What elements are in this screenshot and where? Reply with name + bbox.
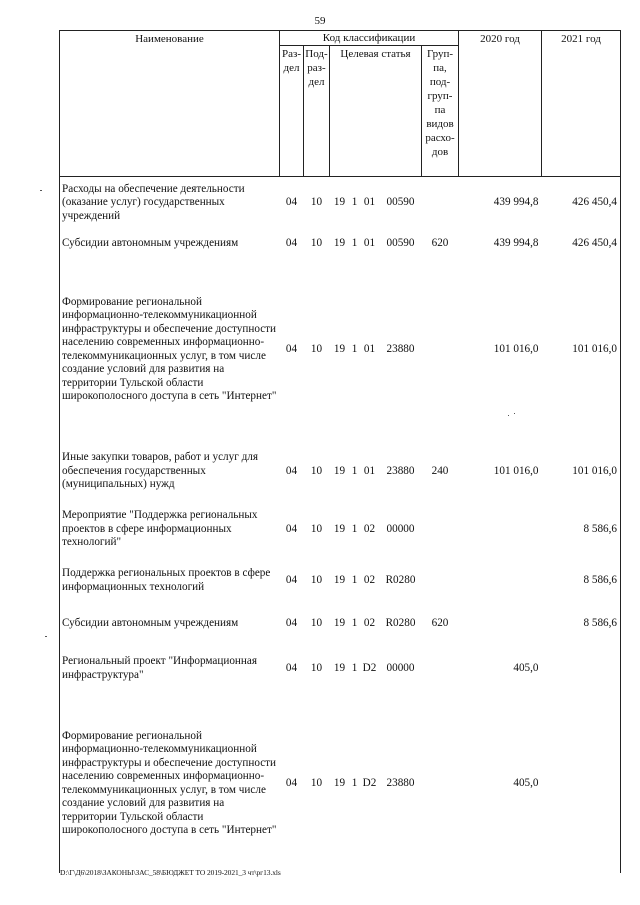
row-expense-type xyxy=(422,503,459,557)
header-section xyxy=(280,46,304,177)
row-value-2021 xyxy=(542,643,621,695)
row-target-subprogram: 1 xyxy=(351,573,358,586)
row-target-subprogram: 1 xyxy=(351,522,358,535)
row-target-program: 19 xyxy=(333,196,346,208)
row-name: Региональный проект "Информационная инфраструктура" xyxy=(60,643,280,695)
table-row xyxy=(60,259,621,441)
table-row xyxy=(60,441,621,503)
row-target-direction: 23880 xyxy=(386,776,415,789)
row-subsection: 10 xyxy=(310,776,323,789)
header-code-group: Код классификации xyxy=(280,31,459,46)
row-target-event: 02 xyxy=(363,522,376,535)
row-section: 04 xyxy=(285,464,298,477)
row-target-subprogram: 1 xyxy=(351,236,358,249)
row-target-event: 02 xyxy=(363,616,376,629)
row-target-subprogram: 1 xyxy=(351,464,358,477)
row-value-2020 xyxy=(459,605,542,643)
header-expense-type-label: Груп-па, под-груп-па видов расхо-дов xyxy=(425,48,455,158)
row-expense-type xyxy=(422,695,459,873)
row-target-program: 19 xyxy=(333,464,346,477)
row-target-program: 19 xyxy=(333,522,346,535)
row-expense-type: 620 xyxy=(431,236,449,249)
row-subsection: 10 xyxy=(310,522,323,535)
row-target-program: 19 xyxy=(333,616,346,629)
row-name: Формирование региональной информационно-телекоммуникационной инфраструктуры и обеспечение доступности населению современных информационно-телекоммуникационных услуг, в том числе создание условий для развития на территории Тульской области широкополосного доступа в сеть "Интернет" xyxy=(60,695,280,873)
row-subsection: 10 xyxy=(310,616,323,629)
row-value-2021: 426 450,4 xyxy=(542,177,621,229)
table-row xyxy=(60,177,621,229)
row-value-2021: 8 586,6 xyxy=(542,557,621,605)
row-target-subprogram: 1 xyxy=(351,776,358,789)
row-name: Расходы на обеспечение деятельности (оказание услуг) государственных учреждений xyxy=(60,177,280,229)
row-target-direction: 00590 xyxy=(386,236,415,249)
table-row xyxy=(60,503,621,557)
table-row xyxy=(60,229,621,259)
row-value-2021: 426 450,4 xyxy=(542,229,621,259)
header-section-label: Раз-дел xyxy=(281,48,301,74)
table-row xyxy=(60,643,621,695)
row-target-event: 01 xyxy=(363,342,376,355)
header-year-2021: 2021 год xyxy=(542,31,621,177)
budget-table xyxy=(59,30,621,873)
row-target-direction: 00590 xyxy=(386,196,415,208)
row-target-event: 01 xyxy=(363,236,376,249)
row-target-program: 19 xyxy=(333,776,346,789)
header-year-2020: 2020 год xyxy=(459,31,542,177)
row-target-event: D2 xyxy=(362,776,377,789)
row-subsection: 10 xyxy=(310,342,323,355)
scan-speck xyxy=(40,190,42,191)
row-target-direction: 23880 xyxy=(386,464,415,477)
row-target-direction: R0280 xyxy=(385,573,416,586)
row-value-2020: 439 994,8 xyxy=(493,236,539,249)
row-expense-type xyxy=(422,259,459,441)
row-target-direction: R0280 xyxy=(385,616,416,629)
row-target-subprogram: 1 xyxy=(351,616,358,629)
row-expense-type xyxy=(422,177,459,229)
row-subsection: 10 xyxy=(310,464,323,477)
page-number: 59 xyxy=(314,15,326,27)
row-target-direction: 00000 xyxy=(386,522,415,535)
row-section: 04 xyxy=(285,342,298,355)
row-value-2020: 405,0 xyxy=(513,776,539,789)
file-path-footer: D:\Г\Д6\2018\ЗАКОНЫ\ЗАС_58\БЮДЖЕТ ТО 2019-2021_3 чт\рг13.xls xyxy=(60,868,281,877)
row-section: 04 xyxy=(285,616,298,629)
row-expense-type: 240 xyxy=(431,464,449,477)
header-subsection-label: Под-раз-дел xyxy=(305,48,328,88)
row-value-2021 xyxy=(542,695,621,873)
row-expense-type: 620 xyxy=(431,616,449,629)
table-row xyxy=(60,695,621,873)
row-value-2020 xyxy=(459,557,542,605)
row-section: 04 xyxy=(285,236,298,249)
header-target: Целевая статья xyxy=(330,46,422,177)
row-value-2021: 101 016,0 xyxy=(542,259,621,441)
row-name: Иные закупки товаров, работ и услуг для обеспечения государственных (муниципальных) нужд xyxy=(60,441,280,503)
header-row-top xyxy=(60,31,621,46)
row-name: Субсидии автономным учреждениям xyxy=(60,605,280,643)
row-subsection: 10 xyxy=(310,661,323,674)
row-name: Мероприятие "Поддержка региональных проектов в сфере информационных технологий" xyxy=(60,503,280,557)
row-section: 04 xyxy=(285,196,298,208)
row-target-event: 01 xyxy=(363,464,376,477)
row-subsection: 10 xyxy=(310,573,323,586)
row-name: Формирование региональной информационно-телекоммуникационной инфраструктуры и обеспечение доступности населению современных информационно-телекоммуникационных услуг, в том числе создание условий для развития на территории Тульской области широкополосного доступа в сеть "Интернет" xyxy=(60,259,280,441)
table-row xyxy=(60,605,621,643)
row-expense-type xyxy=(422,557,459,605)
row-target-subprogram: 1 xyxy=(351,196,358,208)
scan-speck xyxy=(45,636,47,637)
row-section: 04 xyxy=(285,776,298,789)
row-target-program: 19 xyxy=(333,573,346,586)
scan-speck xyxy=(514,413,515,414)
row-target-program: 19 xyxy=(333,236,346,249)
row-value-2020: 405,0 xyxy=(513,661,539,674)
row-target-event: D2 xyxy=(362,661,377,674)
row-name: Поддержка региональных проектов в сфере информационных технологий xyxy=(60,557,280,605)
row-name: Субсидии автономным учреждениям xyxy=(60,229,280,259)
row-target-event: 01 xyxy=(363,196,376,208)
row-target-subprogram: 1 xyxy=(351,661,358,674)
row-value-2021: 8 586,6 xyxy=(542,503,621,557)
row-target-program: 19 xyxy=(333,342,346,355)
row-target-direction: 00000 xyxy=(386,661,415,674)
row-target-subprogram: 1 xyxy=(351,342,358,355)
row-subsection: 10 xyxy=(310,236,323,249)
row-target-program: 19 xyxy=(333,661,346,674)
row-value-2021: 101 016,0 xyxy=(542,441,621,503)
row-section: 04 xyxy=(285,522,298,535)
row-target-direction: 23880 xyxy=(386,342,415,355)
scan-speck xyxy=(508,415,509,416)
table-body xyxy=(60,177,621,873)
row-value-2020: 439 994,8 xyxy=(493,196,539,208)
row-value-2020: 101 016,0 xyxy=(493,342,539,355)
row-value-2020: 101 016,0 xyxy=(493,464,539,477)
header-expense-type xyxy=(422,46,459,177)
header-name: Наименование xyxy=(60,31,280,177)
row-section: 04 xyxy=(285,661,298,674)
row-expense-type xyxy=(422,643,459,695)
row-value-2021: 8 586,6 xyxy=(542,605,621,643)
row-target-event: 02 xyxy=(363,573,376,586)
row-section: 04 xyxy=(285,573,298,586)
row-subsection: 10 xyxy=(310,196,323,208)
header-subsection xyxy=(304,46,330,177)
row-value-2020 xyxy=(459,503,542,557)
table-row xyxy=(60,557,621,605)
